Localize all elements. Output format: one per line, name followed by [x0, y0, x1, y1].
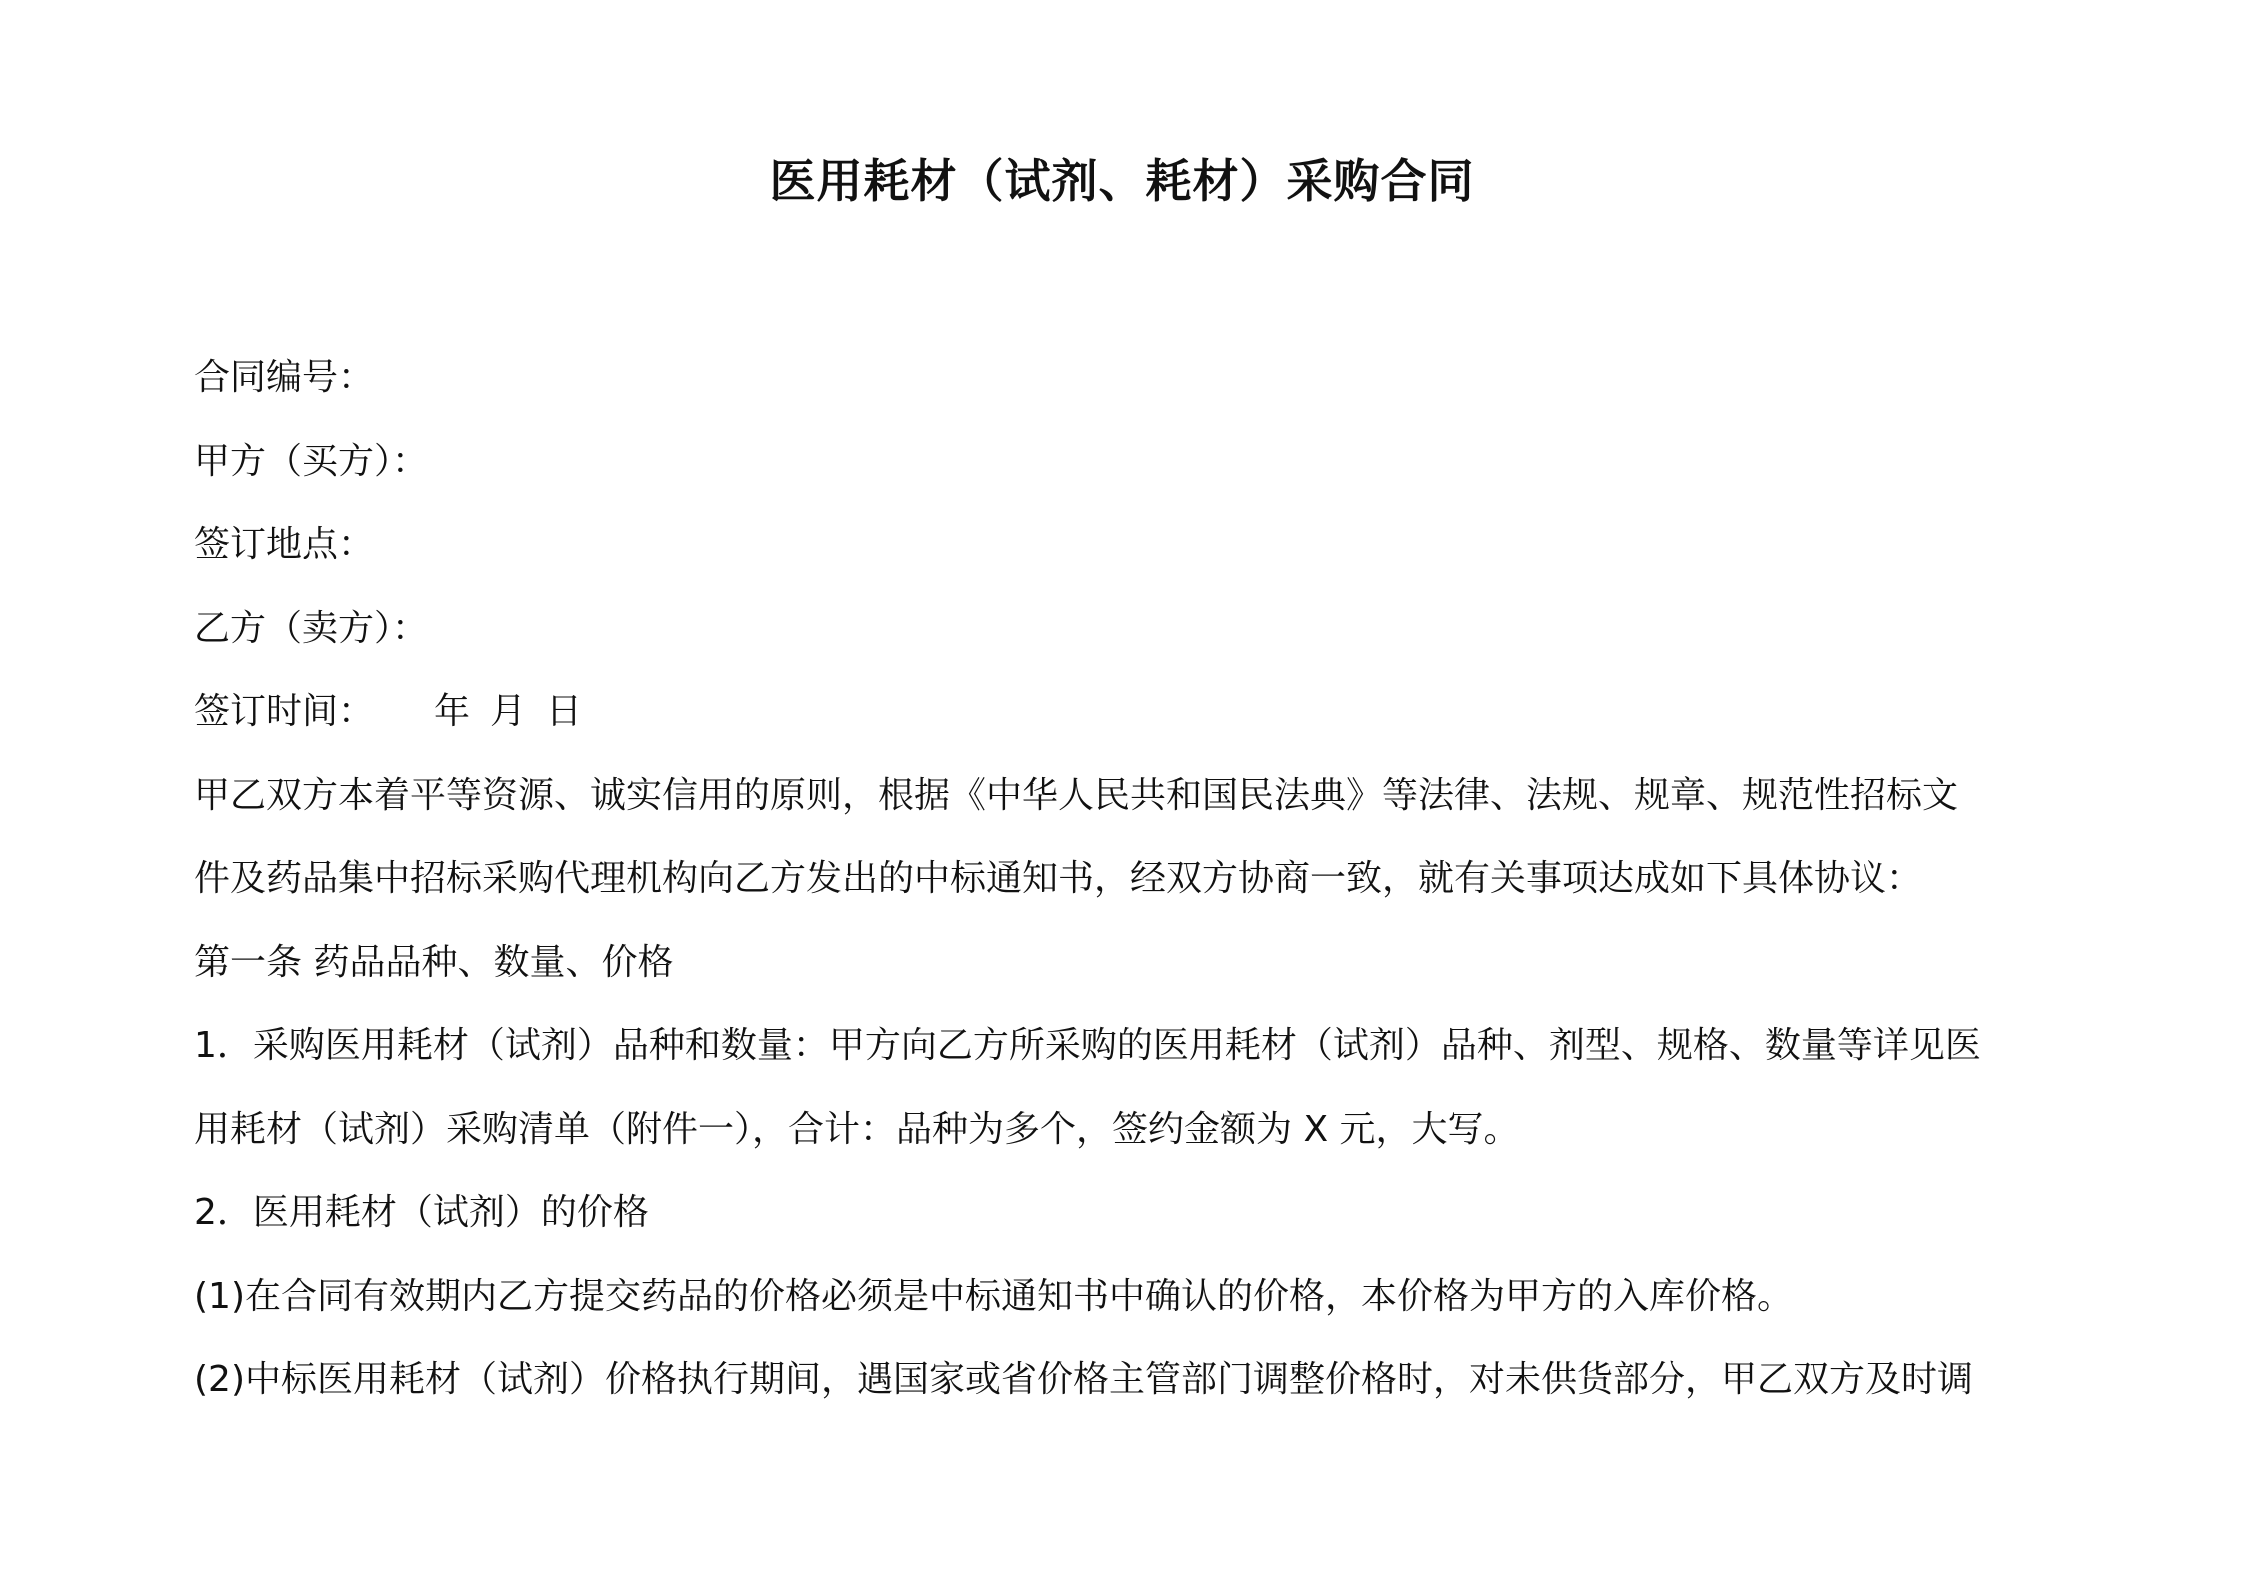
party-b-field: 乙方（卖方）：: [194, 607, 429, 649]
article-1-item-1-line-2: 用耗材（试剂）采购清单（附件一），合计：品种为多个，签约金额为 X 元，大写。: [194, 1108, 1520, 1150]
article-1-item-2-heading: 2．医用耗材（试剂）的价格: [194, 1192, 649, 1233]
contract-number-field: 合同编号：: [194, 357, 375, 398]
sign-time-year: 年: [434, 691, 471, 732]
article-1-item-2-paragraph-1: (1)在合同有效期内乙方提交药品的价格必须是中标通知书中确认的价格，本价格为甲方的入库价格。: [194, 1275, 1793, 1317]
sign-place-field: 签订地点：: [194, 524, 375, 565]
article-1-item-2-paragraph-2: (2)中标医用耗材（试剂）价格执行期间，遇国家或省价格主管部门调整价格时，对未供货部分，甲乙双方及时调: [194, 1359, 1973, 1400]
sign-time-month: 月: [490, 691, 527, 732]
sign-time-label: 签订时间：: [194, 691, 375, 732]
sign-time-day: 日: [546, 691, 583, 732]
article-1-heading: 第一条 药品品种、数量、价格: [194, 941, 674, 983]
preamble-line-2: 件及药品集中招标采购代理机构向乙方发出的中标通知书，经双方协商一致，就有关事项达成如下具体协议：: [194, 858, 1923, 899]
article-1-item-1-line-1: 1．采购医用耗材（试剂）品种和数量：甲方向乙方所采购的医用耗材（试剂）品种、剂型、规格、数量等详见医: [194, 1025, 1981, 1066]
party-a-field: 甲方（买方）：: [194, 440, 429, 482]
contract-title: 医用耗材（试剂、耗材）采购合同: [769, 154, 1475, 208]
contract-body: [194, 336, 2074, 1422]
preamble-line-1: 甲乙双方本着平等资源、诚实信用的原则，根据《中华人民共和国民法典》等法律、法规、规章、规范性招标文: [194, 774, 1959, 816]
sign-time-field: [194, 670, 2074, 754]
